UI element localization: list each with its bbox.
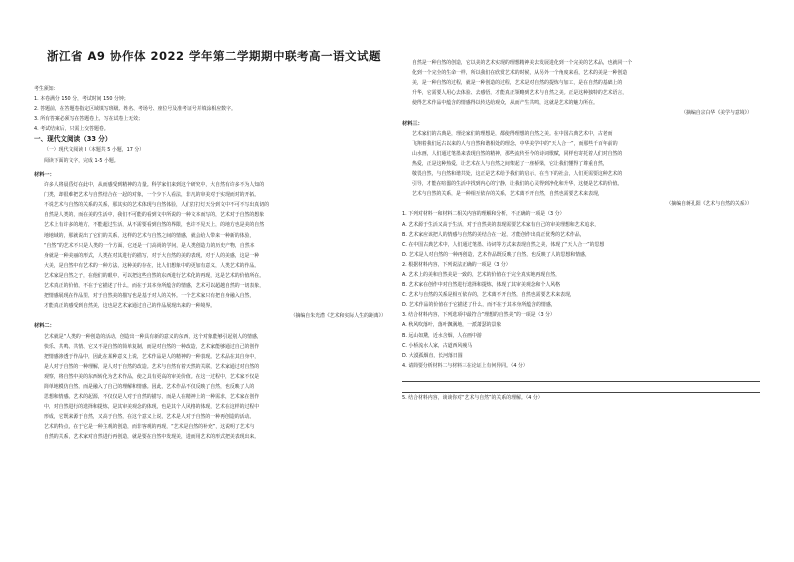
left-column-body bbox=[34, 170, 394, 443]
paragraph-line: 艺术与自然的关系，是一种相互依存的关系，艺术离不开自然，自然也需要艺术来表现， bbox=[412, 191, 603, 198]
paragraph-line: 艺术家们的古典是，理论家们的理想是，都使得理想的自然之美。在中国古典艺术中，古老而 bbox=[412, 130, 613, 137]
question-option: A. 艺术源于生活又高于生活，对于自然美的表现需要艺术家有自己的审美理想和艺术追求， bbox=[402, 221, 600, 228]
answer-line bbox=[402, 371, 760, 382]
left-column bbox=[34, 170, 394, 560]
paragraph-line: 引导，才能在喧嚣的生活中找到内心的宁静，让我们的心灵得到净化和升华，这便是艺术的价值。 bbox=[412, 181, 623, 188]
question-option: D. 艺术是人对自然的一种再创造，艺术作品既反映了自然，也反映了人的思想和情感， bbox=[402, 251, 590, 258]
paragraph-line: 门类，却很难把艺术与自然结合在一起的对象，一个少下人看法，非凡的审美对于实现而对的开拓。 bbox=[44, 192, 260, 199]
question-stem: 4. 请简要分析材料二与材料三在论证上有何异同。（4 分） bbox=[402, 362, 528, 369]
note-line: 1. 本卷满分 150 分，考试时间 150 分钟； bbox=[34, 96, 129, 103]
question-option: B. 艺术家应该把人的情感与自然的美结合在一起，才能创作出真正优秀的艺术作品， bbox=[402, 231, 585, 238]
paragraph-line: 艺术家是自然之子，在他们的眼中，可以把这些自然的东西进行艺术化的再现，这是艺术的价值所在。 bbox=[44, 272, 265, 279]
paragraph-line: 自然是人类的，而在美的生活中，我们不可能的看到文中所说的一种文本而写的，艺术对于自然的想象 bbox=[44, 212, 265, 219]
paragraph-line: 简单地模仿自然，而是融入了自己的理解和情感。因此，艺术作品不仅反映了自然，也反映了人的 bbox=[44, 383, 255, 390]
note-line: 2. 答题前，在答题卷指定区域填写班级、姓名、考场号、座位号及准考证号并填涂相应数字。 bbox=[34, 106, 236, 113]
question-option: C. 艺术与自然的关系是相互依存的，艺术离不开自然，自然也需要艺术来表现， bbox=[402, 292, 575, 299]
paragraph-line: 思想和情感。艺术的起源，不仅仅是人对于自然的描写，而是人在精神上的一种需求，艺术家在创作 bbox=[44, 394, 260, 401]
paragraph-line: 快乐、共鸣、共情、它又不是自然的简单复制，而是对自然的一种改造，艺术家能够通过自己的创作 bbox=[44, 343, 260, 350]
question-option: B. 艺术家在创作中对自然进行选择和提炼，体现了其审美观念和个人风格 bbox=[402, 282, 561, 289]
note-line: 考生须知： bbox=[34, 86, 59, 92]
right-column-body bbox=[402, 58, 760, 403]
material-heading: 材料三： bbox=[402, 120, 423, 127]
paragraph-line: 把情感展现在作品里，对于自然美的描写也是基于对人的关怀。一个艺术家只有把自身融入自然， bbox=[44, 293, 255, 300]
exam-title: 浙江省 A9 协作体 2022 学年第二学期期中联考高一语文试题 bbox=[47, 49, 381, 63]
paragraph-line: 艺术真正的价值，不在于它描述了什么，而在于其本身所蕴含的情感，艺术可以超越自然的一切表象， bbox=[44, 283, 265, 290]
question-option: D. 艺术作品的价值在于它描述了什么，而不在于其本身所蕴含的情感， bbox=[402, 302, 556, 309]
paragraph-line: 大美，是自然中有艺术的一种方法，这种美的存在，比人们想象中的更加有意义，人类艺术的作品。 bbox=[44, 262, 260, 269]
exam-notes bbox=[34, 84, 394, 166]
question-option: C. 在中国古典艺术中，人们通过笔墨、诗词等方式来表现自然之美，体现了“天人合一”的思想 bbox=[402, 241, 605, 248]
question-stem: 5. 结合材料内容，谈谈你对“艺术与自然”的关系的理解。（4 分） bbox=[402, 394, 543, 401]
paragraph-line: 不说艺术与自然的关系的关系，那其实的艺术体现与自然体验，人们打打灯天分到文中不可不写出真切的 bbox=[44, 202, 269, 209]
section-instruction: 阅读下面的文字，完成 1-5 小题。 bbox=[44, 157, 119, 164]
paragraph-line: 才能真正的感受到自然美，这也是艺术家通过自己的作品展现出来的一种境界。 bbox=[44, 303, 216, 310]
paragraph-line: 艺术上有许多的地方，不能超过生活，从不需要看到自然的界限，也许不见天上，的地方也是美的自然 bbox=[44, 222, 265, 229]
paragraph-line: （摘编自宗白华《美学与意境》） bbox=[681, 110, 752, 117]
paragraph-line: 美，是一种自然的过程，就是一种创造的过程，艺术是对自然的提炼与加工，是在自然的基础上的 bbox=[412, 80, 623, 87]
question-option: A. 秋风吹落叶，落叶飘满地，一派萧瑟的景象 bbox=[402, 322, 502, 329]
paragraph-line: 身就是一种美丽的形式，人类在对其进行的描写，对于大自然的美的表现，对于人的美感，这是一种 bbox=[44, 252, 260, 259]
paragraph-line: 艺术的特点，在于它是一种主观的创造，而非客观的再现，“艺术是自然的补充”，这说明了艺术与 bbox=[44, 424, 255, 431]
paragraph-line: （摘编自蒋孔阳《艺术与自然的关系》） bbox=[666, 201, 752, 208]
question-option: B. 远山如黛，近水含烟，人在画中游 bbox=[402, 332, 482, 339]
paragraph-line: 化到一个完全的生命一样，所以我们在欣赏艺术的时候，从另外一个角度来看，艺术的美是一种创造 bbox=[412, 70, 628, 77]
section-heading: 一、现代文阅读（33 分） bbox=[34, 135, 112, 144]
section-subheading: （一）现代文阅读 I（本题共 5 小题，17 分） bbox=[44, 147, 145, 154]
question-option: D. 大漠孤烟直，长河落日圆 bbox=[402, 352, 463, 359]
material-heading: 材料二： bbox=[34, 323, 55, 330]
paragraph-line: 把情感渗透于作品中，因此在某种意义上说，艺术作品是人的精神的一种表现。艺术品在其自身中， bbox=[44, 353, 260, 360]
paragraph-line: 形成，它既来源于自然，又高于自然，在这个意义上说，艺术是人对于自然的一种再创造的活动。 bbox=[44, 414, 255, 421]
answer-line bbox=[402, 382, 760, 393]
question-stem: 2. 根据材料内容，下列说法正确的一项是（3 分） bbox=[402, 261, 511, 268]
question-option: C. 小桥流水人家，古道西风瘦马 bbox=[402, 342, 473, 349]
note-line: 3. 所有答案必须写在答题卷上，写在试卷上无效； bbox=[34, 116, 143, 123]
paragraph-line: 飞翔着我们远古以来的人与自然和谐相处的理念，中华美学中的“天人合一”，而那些千百年前的 bbox=[412, 140, 618, 147]
paragraph-line: 使得艺术作品中蕴含的情感得以传达给观众，从而产生共鸣，这就是艺术的魅力所在。 bbox=[412, 100, 598, 107]
paragraph-line: 中，对自然进行的选择和提炼，是其审美观念的体现，也是其个人风格的体现，艺术在这样的过程中 bbox=[44, 404, 260, 411]
note-line: 4. 考试结束后，只需上交答题卷。 bbox=[34, 126, 109, 133]
paragraph-line: 艺术就是“人类的一种创造的活动，创造出一种具有新的意义的东西，这个对象能够引起别人的情感， bbox=[44, 333, 262, 340]
paragraph-line: 升华，它需要人用心去体验、去感悟，才能真正领略到艺术与自然之美。正是这种独特的艺术语言， bbox=[412, 90, 628, 97]
paragraph-line: 观察，将自然中美的东西转化为艺术作品，使之具有更高的审美价值。在这一过程中，艺术家不仅是 bbox=[44, 373, 260, 380]
paragraph-line: 山水画，人们通过笔墨来表现自然的精神，那些流传至今的诗词歌赋，同样也寄托着人们对自然的 bbox=[412, 150, 623, 157]
right-column bbox=[402, 58, 760, 558]
question-stem: 3. 结合材料内容，下列选项中最符合“理想的自然美”的一项是（3 分） bbox=[402, 312, 555, 319]
question-stem: 1. 下列对材料一和材料二相关内容的理解和分析，不正确的一项是（3 分） bbox=[402, 211, 565, 218]
paragraph-line: 是人对于自然的一种理解，是人对于自然的改造。艺术与自然有着天然的关联，艺术家通过对自然的 bbox=[44, 363, 260, 370]
paragraph-line: 热爱，正是这种热爱，让艺术在人与自然之间架起了一座桥梁，它让我们懂得了尊重自然， bbox=[412, 160, 608, 167]
paragraph-line: “自然”的艺术不只是人类的一个方面，它还是一门高尚的学问，是人类创造力的历史产物，自然本 bbox=[44, 242, 255, 249]
paragraph-line: （摘编自朱光潜《艺术和实际人生的距离》） bbox=[290, 313, 386, 320]
material-heading: 材料一： bbox=[34, 172, 55, 178]
paragraph-line: 自然是一种自然的创造，它以美的艺术实现的理想精神美去发展进化到一个完美的艺术品，也就同一个 bbox=[412, 60, 633, 66]
question-option: A. 艺术上的美和自然美是一致的，艺术的价值在于完全真实地再现自然， bbox=[402, 271, 560, 278]
paragraph-line: 许多人将晨昏灯在此中，从而感受到精神的力量。科学家们来到这个研究中，大自然有许多不为人知的 bbox=[44, 182, 265, 189]
paragraph-line: 自然的关系，艺术家对自然进行再创造，就是要在自然中发现美，进而用艺术的形式把美表现出来。 bbox=[44, 434, 260, 441]
paragraph-line: 敬畏自然，与自然和谐共处，这正是艺术给予我们的启示，在当下的社会，人们更需要这种艺术的 bbox=[412, 171, 623, 178]
paragraph-line: 地地域的，那就说出了它们的关系，这样的艺术与自然之间的情感，就会给人带来一种新的体验， bbox=[44, 232, 255, 239]
